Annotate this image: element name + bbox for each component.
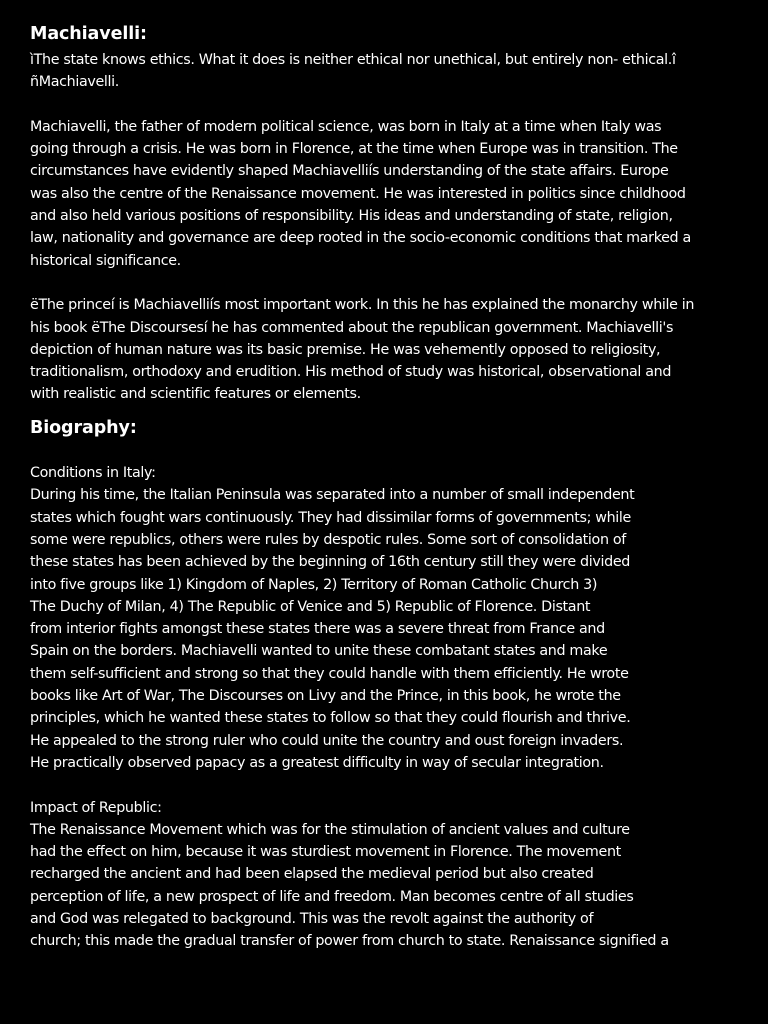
text-line: During his time, the Italian Peninsula was separated into a number of small independent (30, 487, 635, 504)
biography-heading: Biography: (30, 417, 137, 438)
text-line: books like Art of War, The Discourses on Livy and the Prince, in this book, he wrote the (30, 688, 621, 705)
text-line: states which fought wars continuously. They had dissimilar forms of governments; while (30, 509, 631, 526)
heading-spacer (30, 406, 738, 416)
quote (30, 49, 738, 94)
text-line: Machiavelli, the father of modern political science, was born in Italy at a time when Italy was (30, 118, 662, 135)
text-line: some were republics, others were rules by despotic rules. Some sort of consolidation of (30, 531, 626, 548)
text-line: perception of life, a new prospect of life and freedom. Man becomes centre of all studies (30, 888, 634, 905)
text-line: church; this made the gradual transfer of power from church to state. Renaissance signified a (30, 933, 669, 950)
page-title: Machiavelli: (30, 24, 147, 44)
text-line: He practically observed papacy as a greatest difficulty in way of secular integration. (30, 754, 604, 771)
paragraph-spacer (30, 774, 738, 796)
paragraph-spacer (30, 94, 738, 116)
text-line: traditionalism, orthodoxy and erudition. His method of study was historical, observational and (30, 364, 672, 381)
conditions-heading: Conditions in Italy: (30, 465, 156, 482)
text-line: historical significance. (30, 252, 181, 269)
text-line: and God was relegated to background. This was the revolt against the authority of (30, 910, 594, 927)
text-line: circumstances have evidently shaped Machiavelliís understanding of the state affairs. Europe (30, 163, 669, 180)
text-line: these states has been achieved by the beginning of 16th century still they were divided (30, 554, 631, 571)
intro-paragraph-2 (30, 294, 738, 405)
text-line: law, nationality and governance are deep rooted in the socio-economic conditions that marked a (30, 230, 691, 247)
text-line: going through a crisis. He was born in Florence, at the time when Europe was in transition. The (30, 141, 678, 158)
quote-attribution: ñMachiavelli. (30, 74, 119, 91)
intro-paragraph-1 (30, 116, 738, 272)
quote-line: ìThe state knows ethics. What it does is neither ethical nor unethical, but entirely non- ethical.î (30, 52, 676, 68)
text-line: depiction of human nature was its basic premise. He was vehemently opposed to religiosity, (30, 341, 661, 358)
text-line: his book ëThe Discoursesí he has commented about the republican government. Machiavelli's (30, 319, 674, 336)
text-line: with realistic and scientific features or elements. (30, 386, 361, 403)
text-line: had the effect on him, because it was sturdiest movement in Florence. The movement (30, 844, 621, 861)
text-line: ëThe princeí is Machiavelliís most important work. In this he has explained the monarchy while in (30, 297, 695, 314)
text-line: Spain on the borders. Machiavelli wanted to unite these combatant states and make (30, 643, 608, 660)
paragraph-spacer (30, 440, 738, 462)
text-line: into five groups like 1) Kingdom of Naples, 2) Territory of Roman Catholic Church 3) (30, 576, 598, 593)
paragraph-spacer (30, 272, 738, 294)
text-line: was also the centre of the Renaissance movement. He was interested in politics since childhood (30, 185, 686, 202)
text-line: them self-sufficient and strong so that they could handle with them efficiently. He wrote (30, 665, 629, 682)
text-line: The Renaissance Movement which was for the stimulation of ancient values and culture (30, 821, 630, 838)
text-line: He appealed to the strong ruler who could unite the country and oust foreign invaders. (30, 732, 624, 749)
text-line: and also held various positions of responsibility. His ideas and understanding of state, religion, (30, 208, 673, 225)
text-line: recharged the ancient and had been elapsed the medieval period but also created (30, 866, 594, 883)
text-line: principles, which he wanted these states to follow so that they could flourish and thrive. (30, 710, 631, 727)
republic-heading: Impact of Republic: (30, 799, 162, 816)
republic-section (30, 797, 738, 953)
text-line: The Duchy of Milan, 4) The Republic of Venice and 5) Republic of Florence. Distant (30, 598, 591, 615)
text-line: from interior fights amongst these states there was a severe threat from France and (30, 621, 605, 638)
conditions-section (30, 462, 738, 774)
